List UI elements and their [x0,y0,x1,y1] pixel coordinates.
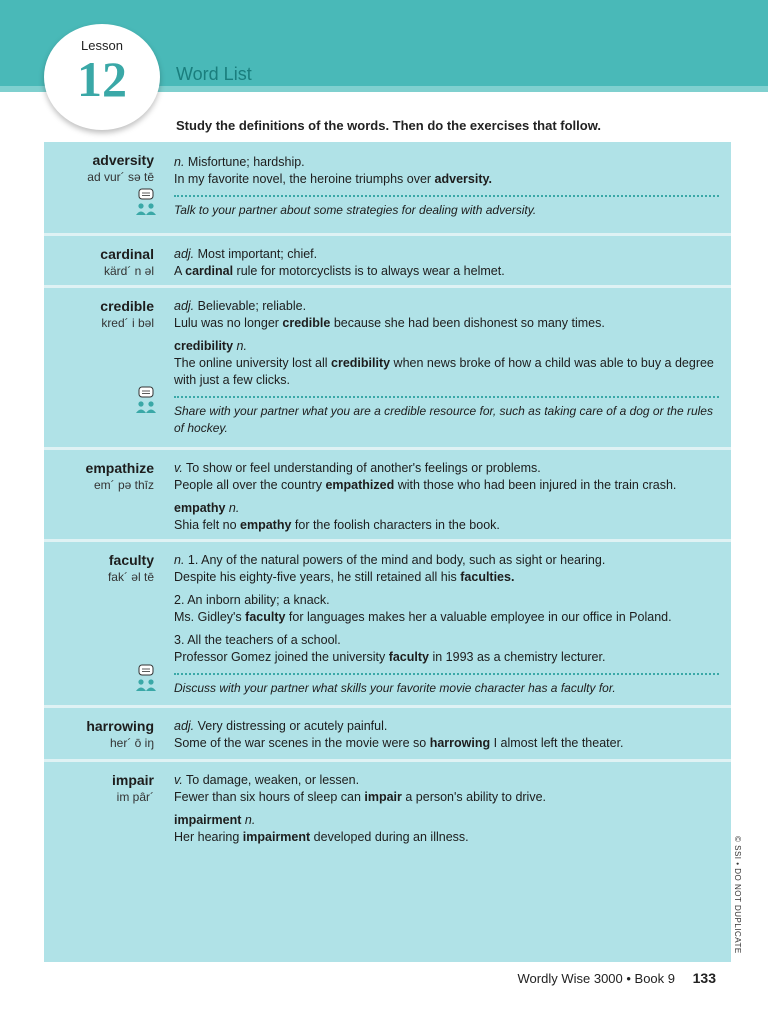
entry-harrowing [44,708,731,762]
example-text: Shia felt no [174,518,241,532]
lesson-label: Lesson [81,38,123,53]
entry-empathize [44,450,731,542]
definition-block [174,552,719,697]
dotted-divider [174,195,719,197]
part-of-speech: n. [174,155,185,169]
derived-word: impairment [174,813,242,827]
part-of-speech: adj. [174,299,195,313]
partner-talk-icon [132,664,160,694]
part-of-speech: v. [174,461,183,475]
example [174,789,719,806]
dotted-divider [174,673,719,675]
example-word: faculties. [460,570,515,584]
instructions: Study the definitions of the words. Then do the exercises that follow. [176,118,601,133]
example [174,355,719,389]
example-text: for languages makes her a valuable employee in our office in Poland. [285,610,672,624]
example [174,477,719,494]
part-of-speech: n. [174,553,185,567]
example-text: Ms. Gidley's [174,610,246,624]
pronunciation: kärd´ n əl [103,264,154,278]
pronunciation: fak´ əl tē [107,570,154,584]
example [174,649,719,666]
example-text: Fewer than six hours of sleep can [174,790,365,804]
sense-1: 1. Any of the natural powers of the mind and body, such as sight or hearing. [187,553,606,567]
word-col [44,450,154,492]
definition: Believable; reliable. [197,299,307,313]
definition: Most important; chief. [197,247,318,261]
headword: empathize [85,460,154,476]
word-list [44,142,731,962]
example [174,569,719,586]
entry-impair [44,762,731,962]
dotted-divider [174,396,719,398]
word-col [44,236,154,278]
example-text: I almost left the theater. [490,736,624,750]
example [174,315,719,332]
example-text: Despite his eighty-five years, he still retained all his [174,570,461,584]
lesson-badge [44,24,160,130]
derived-word: credibility [174,339,234,353]
example-text: in 1993 as a chemistry lecturer. [428,650,606,664]
sense-3: 3. All the teachers of a school. [174,633,341,647]
example-text: because she had been dishonest so many times. [330,316,605,330]
example-text: In my favorite novel, the heroine triumphs over [174,172,435,186]
definition: Misfortune; hardship. [187,155,305,169]
definition-block [174,772,719,846]
example-text: Some of the war scenes in the movie were so [174,736,430,750]
example [174,609,719,626]
definition: To show or feel understanding of another's feelings or problems. [186,461,541,475]
headword: cardinal [100,246,154,262]
part-of-speech: adj. [174,247,195,261]
example-text: Lulu was no longer [174,316,283,330]
example [174,263,719,280]
definition: To damage, weaken, or lessen. [186,773,360,787]
page-number: 133 [692,970,716,986]
example [174,735,719,752]
part-of-speech: adj. [174,719,195,733]
definition-block [174,718,719,752]
example-word: impairment [242,830,311,844]
example-text: a person's ability to drive. [401,790,547,804]
example [174,517,719,534]
word-col [44,542,154,584]
example-word: harrowing [429,736,491,750]
word-col [44,142,154,184]
page-footer [518,970,716,986]
copyright-notice: © SSI • DO NOT DUPLICATE [733,836,742,954]
definition-block [174,298,719,437]
part-of-speech: v. [174,773,183,787]
pronunciation: kred´ i bəl [101,316,154,330]
example-word: empathy [240,518,292,532]
lesson-number: 12 [77,51,127,107]
example-word: faculty [388,650,429,664]
entry-cardinal [44,236,731,288]
example-word: cardinal [185,264,234,278]
partner-talk-icon [132,188,160,218]
pronunciation: em´ pə thīz [93,478,154,492]
example-text: The online university lost all [174,356,332,370]
word-col [44,288,154,330]
headword: harrowing [86,718,154,734]
word-col [44,708,154,750]
pronunciation: her´ ō iŋ [109,736,154,750]
example-text: rule for motorcyclists is to always wear a helmet. [233,264,505,278]
partner-talk-icon [132,386,160,416]
example-word: empathized [325,478,395,492]
example-text: Her hearing [174,830,243,844]
definition-block [174,154,719,219]
entry-adversity [44,142,731,236]
example-word: impair [364,790,402,804]
pronunciation: im pâr´ [116,790,154,804]
partner-prompt: Talk to your partner about some strategies for dealing with adversity. [174,203,537,217]
example [174,171,719,188]
example [174,829,719,846]
example-text: Professor Gomez joined the university [174,650,389,664]
headword: faculty [108,552,154,568]
example-word: credible [282,316,331,330]
partner-prompt: Share with your partner what you are a credible resource for, such as taking care of a dog or the rules of hockey. [174,404,713,435]
headword: credible [100,298,154,314]
example-word: adversity. [434,172,492,186]
example-word: credibility [331,356,391,370]
example-text: with those who had been injured in the train crash. [394,478,677,492]
partner-prompt: Discuss with your partner what skills your favorite movie character has a faculty for. [174,681,616,695]
definition: Very distressing or acutely painful. [197,719,388,733]
pronunciation: ad vur´ sə tē [87,170,154,184]
word-col [44,762,154,804]
definition-block [174,246,719,280]
example-text: developed during an illness. [310,830,469,844]
headword: impair [111,772,154,788]
book-title: Wordly Wise 3000 • Book 9 [517,971,676,986]
part-of-speech: n. [236,339,247,353]
entry-faculty [44,542,731,708]
example-text: for the foolish characters in the book. [291,518,500,532]
section-title: Word List [176,64,252,84]
part-of-speech: n. [228,501,240,515]
example-text: A [174,264,186,278]
definition-block [174,460,719,534]
example-text: People all over the country [174,478,326,492]
part-of-speech: n. [244,813,256,827]
example-text: when news broke of how a child was able to buy a degree with just a few clicks. [174,356,714,387]
sense-2: 2. An inborn ability; a knack. [174,593,330,607]
derived-word: empathy [174,501,226,515]
entry-credible [44,288,731,450]
headword: adversity [92,152,154,168]
example-word: faculty [245,610,286,624]
